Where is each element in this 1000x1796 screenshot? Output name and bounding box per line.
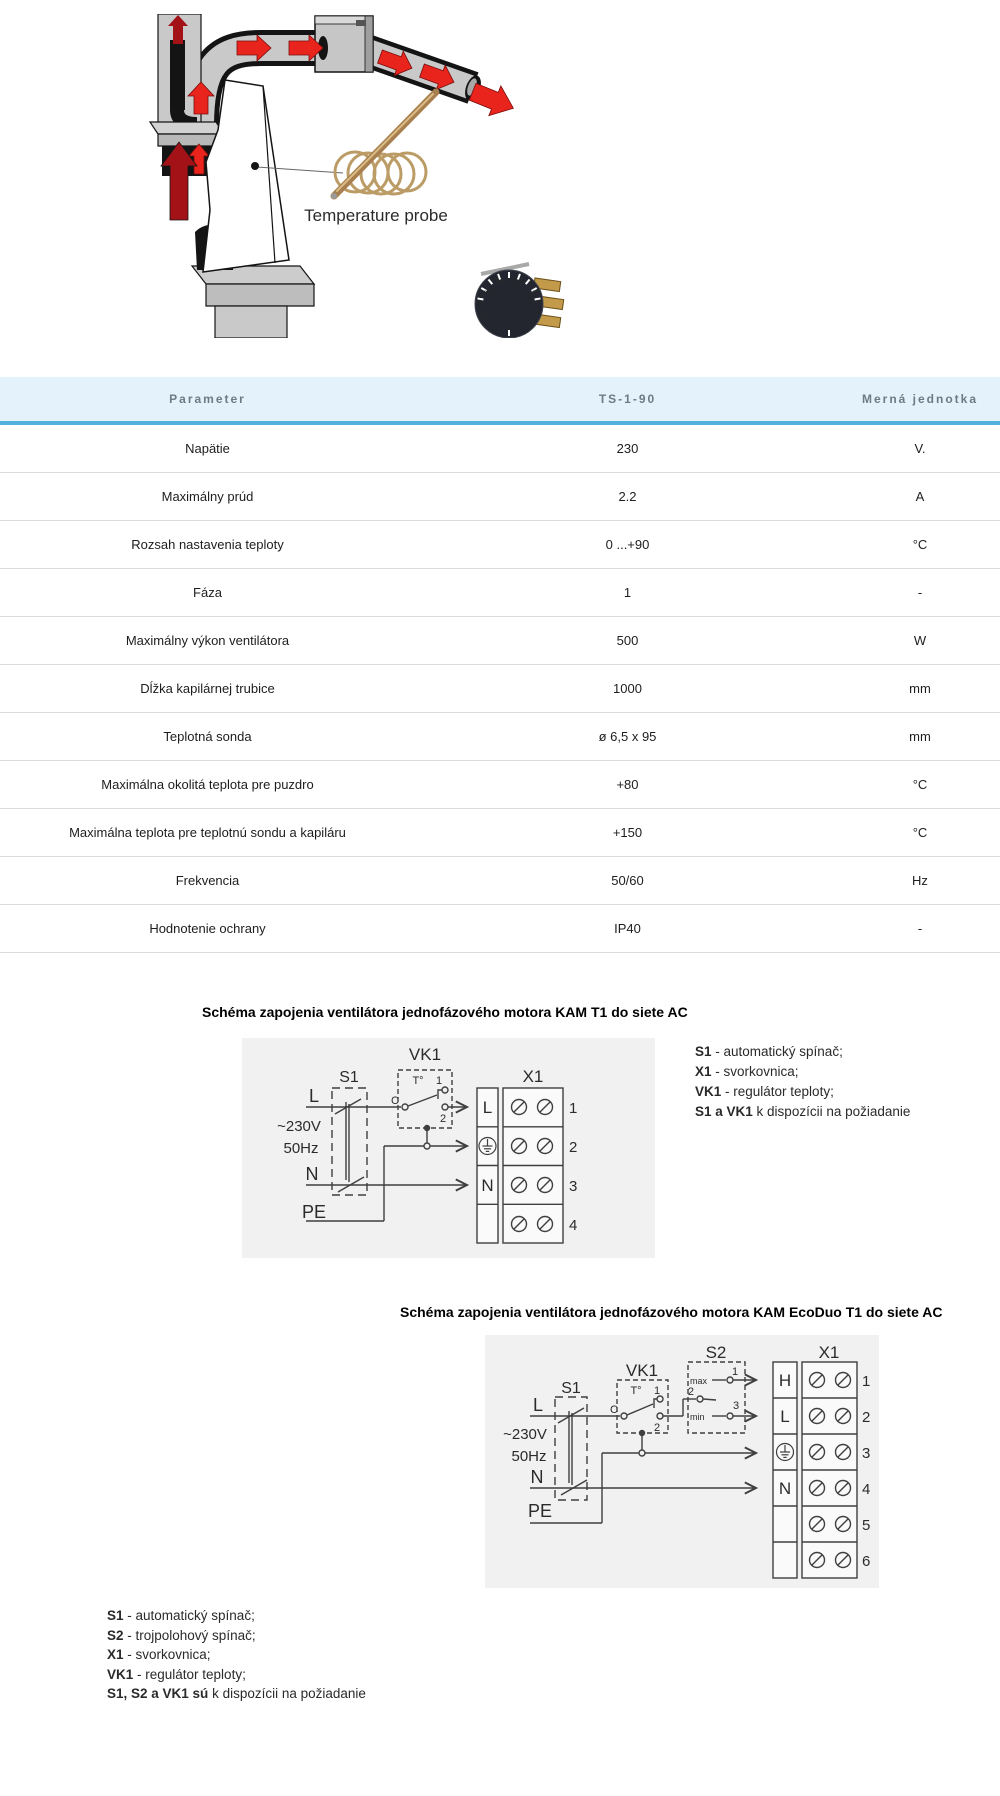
line-label: L: [308, 1086, 320, 1106]
s2-pos3-label: 3: [732, 1400, 740, 1412]
legend-line: S2 - trojpolohový spínač;: [107, 1627, 256, 1643]
contact2-label: 2: [439, 1113, 447, 1125]
c-contact-label: C: [391, 1095, 399, 1107]
diagram1-title: Schéma zapojenia ventilátora jednofázového motora KAM T1 do siete AC: [202, 1004, 688, 1020]
param-name: Maximálny výkon ventilátora: [125, 632, 290, 648]
contact2-label: 2: [653, 1422, 661, 1434]
table-row: [0, 857, 1000, 905]
t-deg-label: T°: [630, 1385, 642, 1397]
table-row: [0, 473, 1000, 521]
vk1-label: VK1: [625, 1361, 659, 1380]
header-model: TS-1-90: [598, 392, 657, 406]
table-row: [0, 761, 1000, 809]
header-unit: Merná jednotka: [861, 392, 979, 406]
contact1-label: 1: [653, 1385, 661, 1397]
terminal-number: 5: [862, 1517, 871, 1534]
max-label: max: [690, 1376, 708, 1386]
neutral-label: N: [305, 1164, 319, 1184]
table-row: [0, 713, 1000, 761]
param-unit: V.: [914, 440, 926, 456]
table-row: [0, 569, 1000, 617]
param-name: Frekvencia: [175, 872, 240, 888]
terminal-label: L: [780, 1407, 790, 1426]
param-name: Maximálny prúd: [161, 488, 254, 504]
s1-label: S1: [561, 1380, 581, 1397]
param-unit: °C: [912, 776, 928, 792]
duct-illustration-svg: [137, 14, 565, 338]
terminal-number: 1: [862, 1373, 871, 1390]
param-name: Fáza: [193, 584, 222, 600]
vk1-label: VK1: [408, 1045, 442, 1064]
param-name: Maximálna okolitá teplota pre puzdro: [101, 776, 314, 792]
param-value: 2.2: [618, 488, 637, 504]
legend-line: S1 - automatický spínač;: [695, 1044, 843, 1059]
param-unit: °C: [912, 824, 928, 840]
s1-label: S1: [339, 1069, 359, 1086]
freq-label: 50Hz: [511, 1448, 547, 1465]
param-value: 1: [623, 584, 632, 600]
param-unit: -: [917, 920, 923, 936]
probe-rod: [331, 92, 436, 199]
diagram2-svg: [485, 1335, 879, 1588]
param-value: ø 6,5 x 95: [598, 728, 657, 744]
header-parameter: Parameter: [169, 392, 246, 406]
diagram1-legend: [695, 1042, 910, 1122]
param-unit: mm: [909, 680, 931, 696]
table-row: [0, 521, 1000, 569]
earth-icon: [777, 1444, 794, 1461]
param-value: +150: [612, 824, 643, 840]
duct-installation-illustration: [137, 14, 565, 338]
terminal-label: H: [778, 1371, 792, 1390]
legend-line: VK1 - regulátor teploty;: [695, 1084, 834, 1099]
table-row: [0, 617, 1000, 665]
diagram1-wiring-schematic: [242, 1038, 655, 1258]
neutral-label: N: [530, 1467, 544, 1487]
temperature-probe-caption: Temperature probe: [304, 206, 448, 225]
fan-unit-box: [315, 16, 373, 72]
terminal-number: 1: [569, 1100, 578, 1117]
t-deg-label: T°: [412, 1075, 424, 1087]
legend-line: S1 - automatický spínač;: [107, 1608, 255, 1623]
parameter-table: [0, 377, 1000, 953]
param-unit: Hz: [912, 872, 928, 888]
contact1-label: 1: [435, 1075, 443, 1087]
legend-line: VK1 - regulátor teploty;: [107, 1666, 246, 1682]
terminal-number: 3: [862, 1445, 871, 1462]
table-row: [0, 809, 1000, 857]
voltage-label: ~230V: [503, 1426, 547, 1443]
legend-line: X1 - svorkovnica;: [107, 1647, 211, 1662]
terminal-number: 6: [862, 1553, 871, 1570]
vk1-thermostat-box: [617, 1380, 668, 1433]
table-header-row: [0, 377, 1000, 425]
param-name: Rozsah nastavenia teploty: [131, 536, 284, 552]
pe-label: PE: [527, 1501, 553, 1521]
param-value: 50/60: [611, 872, 644, 888]
c-contact-label: C: [610, 1404, 618, 1416]
voltage-label: ~230V: [277, 1118, 321, 1135]
param-name: Maximálna teplota pre teplotnú sondu a kapiláru: [69, 824, 346, 840]
param-name: Dĺžka kapilárnej trubice: [140, 680, 275, 696]
s1-switch-box: [555, 1397, 587, 1500]
legend-line: S1, S2 a VK1 sú k dispozícii na požiadanie: [107, 1686, 366, 1701]
param-value: +80: [616, 776, 639, 792]
param-name: Napätie: [185, 440, 230, 456]
table-row: [0, 425, 1000, 473]
diagram1-wires: [306, 1070, 563, 1243]
terminal-number: 4: [569, 1217, 578, 1234]
svg-text:90: 90: [528, 291, 536, 297]
diagram2-wiring-schematic: [485, 1335, 879, 1588]
diagram2-legend: [107, 1606, 366, 1704]
terminal-number: 3: [569, 1178, 578, 1195]
param-value: IP40: [614, 920, 641, 936]
svg-text:70: 70: [515, 280, 523, 286]
param-unit: °C: [912, 536, 928, 552]
svg-text:30: 30: [483, 291, 491, 297]
x1-label: X1: [522, 1067, 544, 1086]
s2-pos2-label: 2: [687, 1386, 694, 1398]
param-unit: mm: [909, 728, 931, 744]
legend-line: X1 - svorkovnica;: [695, 1064, 799, 1079]
x1-terminal-block: [773, 1362, 857, 1578]
terminal-label: N: [778, 1479, 792, 1498]
table-row: [0, 665, 1000, 713]
s2-label: S2: [705, 1343, 727, 1362]
param-unit: W: [913, 632, 927, 648]
diagram2-title: Schéma zapojenia ventilátora jednofázového motora KAM EcoDuo T1 do siete AC: [400, 1304, 943, 1320]
svg-text:10: 10: [481, 313, 489, 319]
terminal-number: 2: [569, 1139, 578, 1156]
param-unit: -: [917, 584, 923, 600]
legend-line: S1 a VK1 k dispozícii na požiadanie: [695, 1104, 911, 1119]
svg-text:50: 50: [495, 280, 503, 286]
earth-icon: [479, 1138, 496, 1155]
thermostat-dial: [475, 264, 564, 338]
terminal-label: N: [481, 1176, 494, 1195]
terminal-number: 4: [862, 1481, 871, 1498]
s2-pos1-label: 1: [731, 1366, 739, 1378]
param-unit: A: [915, 488, 925, 504]
param-value: 500: [616, 632, 639, 648]
param-name: Hodnotenie ochrany: [149, 920, 266, 936]
min-label: min: [690, 1412, 705, 1422]
param-value: 1000: [613, 680, 642, 696]
pe-label: PE: [301, 1202, 327, 1222]
terminal-label: L: [482, 1098, 493, 1117]
table-row: [0, 905, 1000, 953]
line-label: L: [532, 1395, 544, 1415]
param-value: 0 ...+90: [605, 536, 650, 552]
param-name: Teplotná sonda: [163, 728, 252, 744]
diagram1-svg: [242, 1038, 655, 1258]
terminal-number: 2: [862, 1409, 871, 1426]
freq-label: 50Hz: [283, 1140, 319, 1157]
x1-label: X1: [818, 1343, 840, 1362]
param-value: 230: [616, 440, 639, 456]
